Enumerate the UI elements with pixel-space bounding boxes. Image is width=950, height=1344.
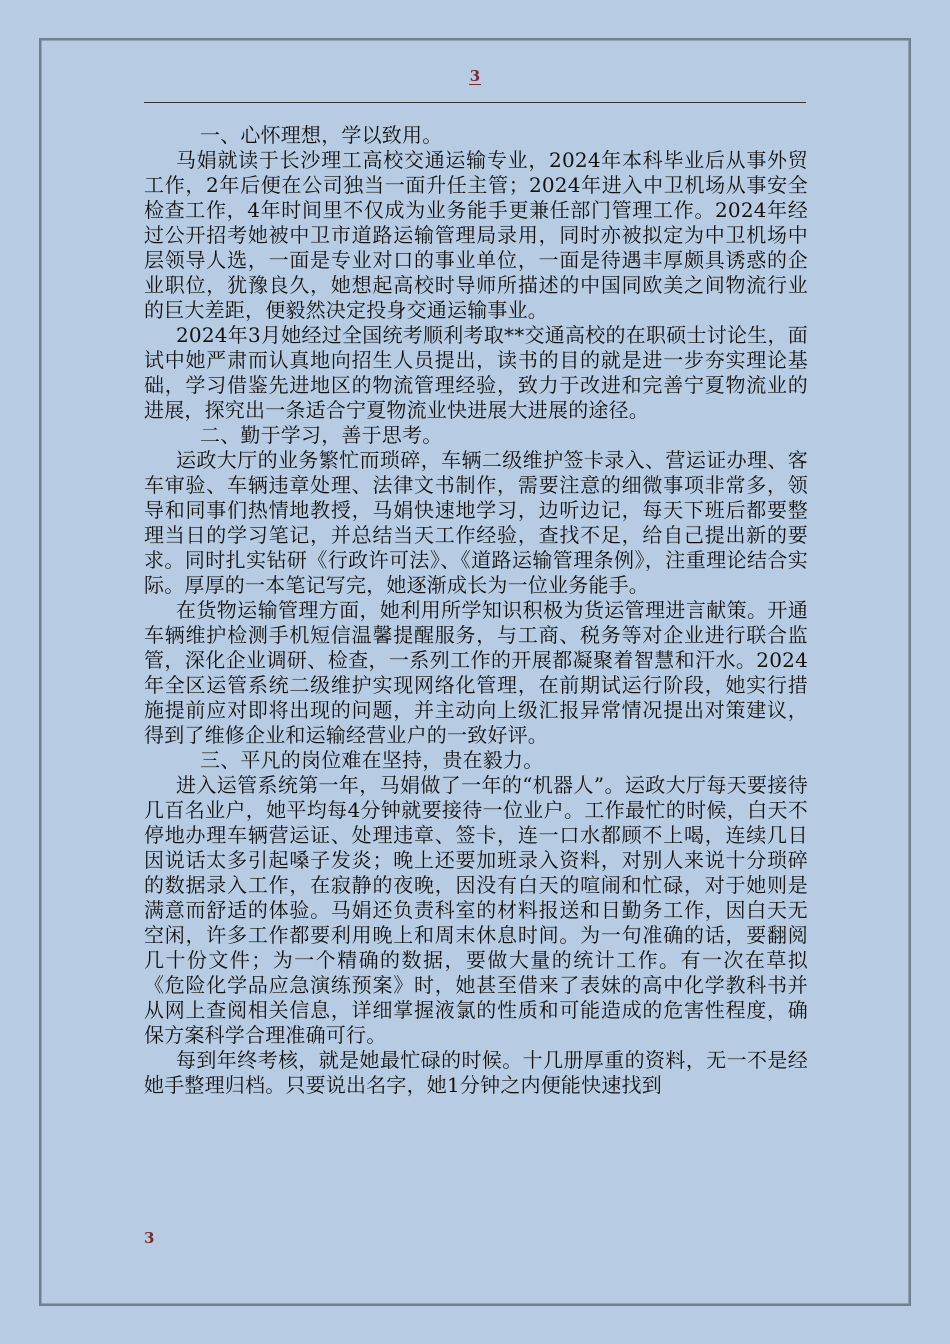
paragraph: 2024年3月她经过全国统考顺利考取**交通高校的在职硕士讨论生，面试中她严肃而认真地向招生人员提出，读书的目的就是进一步夯实理论基础，学习借鉴先进地区的物流管理经验，致力于改进和完善宁夏物流业的进展，探究出一条适合宁夏物流业快进展大进展的途径。 xyxy=(144,323,808,422)
footer-page-number: 3 xyxy=(144,1229,155,1247)
paragraph: 运政大厅的业务繁忙而琐碎，车辆二级维护签卡录入、营运证办理、客车审验、车辆违章处理、法律文书制作，需要注意的细微事项非常多，领导和同事们热情地教授，马娟快速地学习，边听边记，每天下班后都要整理当日的学习笔记，并总结当天工作经验，查找不足，给自己提出新的要求。同时扎实钻研《行政许可法》、《道路运输管理条例》，注重理论结合实际。厚厚的一本笔记写完，她逐渐成长为一位业务能手。 xyxy=(144,448,808,597)
section-heading-1: 一、心怀理想，学以致用。 xyxy=(200,123,443,147)
paragraph: 马娟就读于长沙理工高校交通运输专业，2024年本科毕业后从事外贸工作，2年后便在公司独当一面升任主管；2024年进入中卫机场从事安全检查工作，4年时间里不仅成为业务能手更兼任部门管理工作。2024年经过公开招考她被中卫市道路运输管理局录用，同时亦被拟定为中卫机场中层领导人选，一面是专业对口的事业单位，一面是待遇丰厚颇具诱惑的企业职位，犹豫良久，她想起高校时导师所描述的中国同欧美之间物流行业的巨大差距，便毅然决定投身交通运输事业。 xyxy=(144,148,808,322)
header-divider xyxy=(144,102,806,103)
paragraph: 每到年终考核，就是她最忙碌的时候。十几册厚重的资料，无一不是经她手整理归档。只要说出名字，她1分钟之内便能快速找到 xyxy=(144,1048,808,1097)
section-heading-3: 三、平凡的岗位难在坚持，贵在毅力。 xyxy=(200,748,544,772)
document-body xyxy=(144,123,808,1098)
paragraph: 在货物运输管理方面，她利用所学知识积极为货运管理进言献策。开通车辆维护检测手机短信温馨提醒服务，与工商、税务等对企业进行联合监管，深化企业调研、检查，一系列工作的开展都凝聚着智慧和汗水。2024年全区运管系统二级维护实现网络化管理，在前期试运行阶段，她实行措施提前应对即将出现的问题，并主动向上级汇报异常情况提出对策建议，得到了维修企业和运输经营业户的一致好评。 xyxy=(144,598,808,747)
header-page-number-text: 3 xyxy=(469,67,481,85)
header-page-number xyxy=(0,67,950,85)
section-heading-2: 二、勤于学习，善于思考。 xyxy=(200,423,443,447)
paragraph: 进入运管系统第一年，马娟做了一年的“机器人”。运政大厅每天要接待几百名业户，她平均每4分钟就要接待一位业户。工作最忙的时候，白天不停地办理车辆营运证、处理违章、签卡，连一口水都顾不上喝，连续几日因说话太多引起嗓子发炎；晚上还要加班录入资料，对别人来说十分琐碎的数据录入工作，在寂静的夜晚，因没有白天的喧闹和忙碌，对于她则是满意而舒适的体验。马娟还负责科室的材料报送和日勤务工作，因白天无空闲，许多工作都要利用晚上和周末休息时间。为一句准确的话，要翻阅几十份文件；为一个精确的数据，要做大量的统计工作。有一次在草拟《危险化学品应急演练预案》时，她甚至借来了表妹的高中化学教科书并从网上查阅相关信息，详细掌握液氯的性质和可能造成的危害性程度，确保方案科学合理准确可行。 xyxy=(144,773,808,1047)
